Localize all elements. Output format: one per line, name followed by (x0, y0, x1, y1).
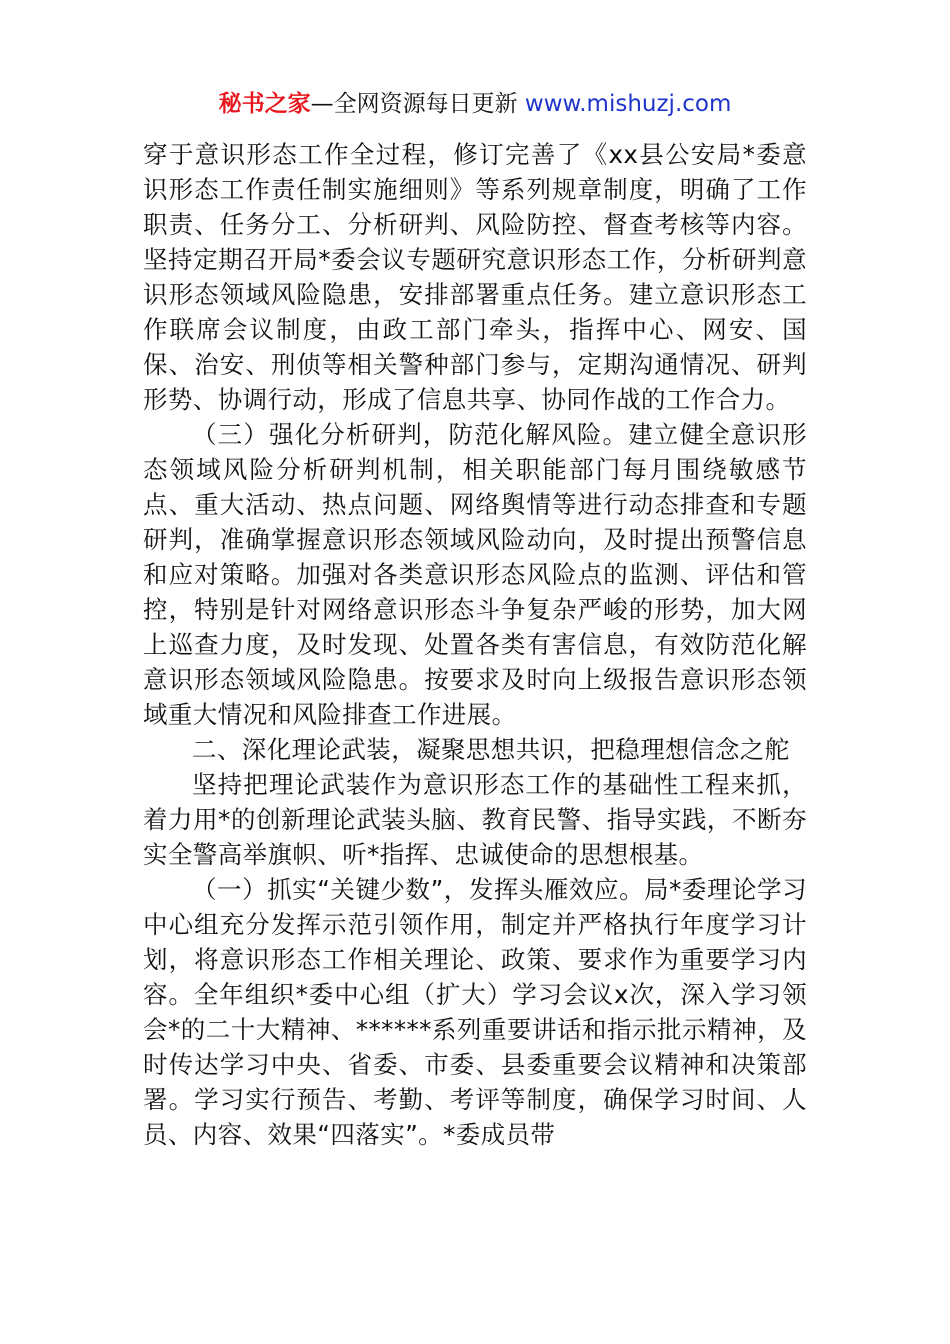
site-header (0, 88, 950, 120)
paragraph-section-2-intro: 坚持把理论武装作为意识形态工作的基础性工程来抓，着力用*的创新理论武装头脑、教育民警、指导实践，不断夯实全警高举旗帜、听*指挥、忠诚使命的思想根基。 (143, 770, 807, 869)
document-body (143, 137, 807, 1152)
paragraph-section-3: （三）强化分析研判，防范化解风险。建立健全意识形态领域风险分析研判机制，相关职能部门每月围绕敏感节点、重大活动、热点问题、网络舆情等进行动态排查和专题研判，准确掌握意识形态领域风险动向，及时提出预警信息和应对策略。加强对各类意识形态风险点的监测、评估和管控，特别是针对网络意识形态斗争复杂严峻的形势，加大网上巡查力度，及时发现、处置各类有害信息，有效防范化解意识形态领域风险隐患。按要求及时向上级报告意识形态领域重大情况和风险排查工作进展。 (143, 420, 807, 729)
site-tagline: —全网资源每日更新 (310, 91, 525, 117)
section-heading-2: 二、深化理论武装，凝聚思想共识，把稳理想信念之舵 (192, 735, 790, 764)
site-brand: 秘书之家 (218, 91, 311, 117)
site-url-link[interactable]: www.mishuzj.com (524, 91, 732, 117)
paragraph-section-2-1: （一）抓实“关键少数”，发挥头雁效应。局*委理论学习中心组充分发挥示范引领作用，制定并严格执行年度学习计划，将意识形态工作相关理论、政策、要求作为重要学习内容。全年组织*委中心组（扩大）学习会议x次，深入学习领会*的二十大精神、******系列重要讲话和指示批示精神，及时传达学习中央、省委、市委、县委重要会议精神和决策部署。学习实行预告、考勤、考评等制度，确保学习时间、人员、内容、效果“四落实”。*委成员带 (143, 875, 807, 1149)
paragraph-continuation: 穿于意识形态工作全过程，修订完善了《xx县公安局*委意识形态工作责任制实施细则》等系列规章制度，明确了工作职责、任务分工、分析研判、风险防控、督查考核等内容。坚持定期召开局*委会议专题研究意识形态工作，分析研判意识形态领域风险隐患，安排部署重点任务。建立意识形态工作联席会议制度，由政工部门牵头，指挥中心、网安、国保、治安、刑侦等相关警种部门参与，定期沟通情况、研判形势、协调行动，形成了信息共享、协同作战的工作合力。 (143, 140, 807, 414)
